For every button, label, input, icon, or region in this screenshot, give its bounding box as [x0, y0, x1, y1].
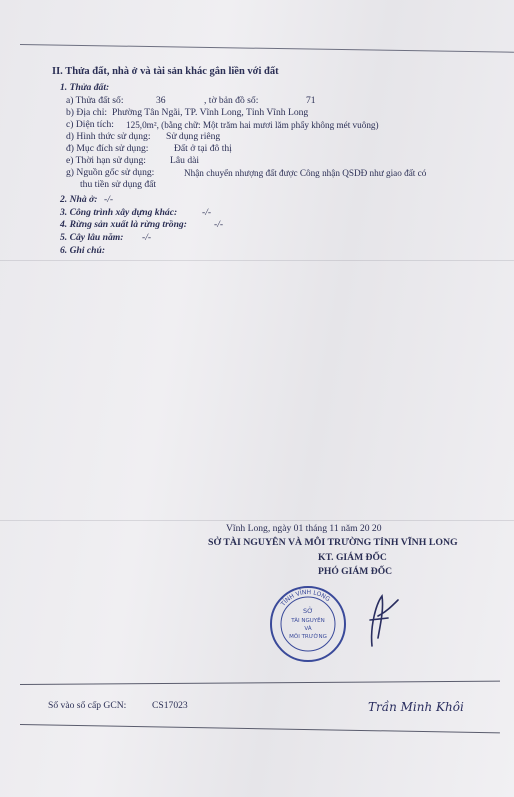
notes-label: 6. Ghi chú: [60, 245, 106, 256]
svg-text:TỈNH VĨNH LONG [279, 589, 331, 608]
origin-label: g) Nguồn gốc sử dụng: [66, 167, 155, 178]
stamp-line1: SỞ [302, 607, 314, 615]
origin-value-cont: thu tiền sử dụng đất [80, 179, 157, 190]
signer-name: Trần Minh Khôi [368, 700, 464, 714]
term-value: Lâu dài [170, 155, 200, 166]
paper-fold [0, 520, 514, 521]
land-parcel-value: 36 [156, 95, 166, 106]
forest-label: 4. Rừng sản xuất là rừng trồng: [60, 219, 187, 230]
deputy-director: PHÓ GIÁM ĐỐC [318, 566, 393, 577]
kt-director: KT. GIÁM ĐỐC [318, 552, 387, 563]
stamp-ring-text: TỈNH VĨNH LONG [279, 588, 332, 608]
usage-form-value: Sử dụng riêng [166, 131, 221, 142]
land-map-value: 71 [306, 95, 316, 106]
purpose-value: Đất ở tại đô thị [174, 143, 232, 154]
construction-label: 3. Công trình xây dựng khác: [60, 207, 178, 218]
house-label: 2. Nhà ở: [60, 194, 98, 205]
agency-name: SỞ TÀI NGUYÊN VÀ MÔI TRƯỜNG TỈNH VĨNH LONG [208, 537, 458, 548]
section-title: II. Thửa đất, nhà ở và tài sản khác gắn liền với đất [52, 66, 279, 77]
registry-label: Số vào sổ cấp GCN: [48, 700, 127, 711]
stamp-line4: MÔI TRƯỜNG [289, 634, 327, 640]
land-heading: 1. Thửa đất: [60, 82, 110, 93]
usage-form-label: d) Hình thức sử dụng: [66, 131, 151, 142]
construction-value: -/- [202, 207, 212, 218]
address-value: Phường Tân Ngãi, TP. Vĩnh Long, Tỉnh Vĩnh Long [112, 107, 309, 118]
top-border-line [20, 44, 514, 53]
official-stamp-icon [268, 584, 348, 664]
land-parcel-label: a) Thửa đất số: [66, 95, 124, 106]
term-label: e) Thời hạn sử dụng: [66, 155, 146, 166]
perennial-value: -/- [142, 232, 152, 243]
signature-stroke-icon [342, 586, 422, 656]
bottom-rule-upper [20, 681, 500, 685]
bottom-rule-lower [20, 724, 500, 733]
address-label: b) Địa chỉ: [66, 107, 108, 118]
stamp-line3: VÀ [304, 626, 312, 632]
land-map-label: , tờ bản đồ số: [204, 95, 259, 106]
date-line: Vĩnh Long, ngày 01 tháng 11 năm 20 20 [226, 523, 382, 534]
perennial-label: 5. Cây lâu năm: [60, 232, 124, 243]
registry-value: CS17023 [152, 700, 188, 711]
origin-value: Nhận chuyển nhượng đất được Công nhận QSDĐ như giao đất có [184, 168, 427, 178]
stamp-line2: TÀI NGUYÊN [291, 618, 325, 624]
forest-value: -/- [214, 219, 224, 230]
purpose-label: đ) Mục đích sử dụng: [66, 143, 149, 154]
area-value: 125,0m², (bằng chữ: Một trăm hai mươi lăm phẩy không mét vuông) [126, 120, 379, 130]
area-label: c) Diện tích: [66, 119, 114, 130]
paper-fold [0, 260, 514, 261]
house-value: -/- [104, 194, 114, 205]
